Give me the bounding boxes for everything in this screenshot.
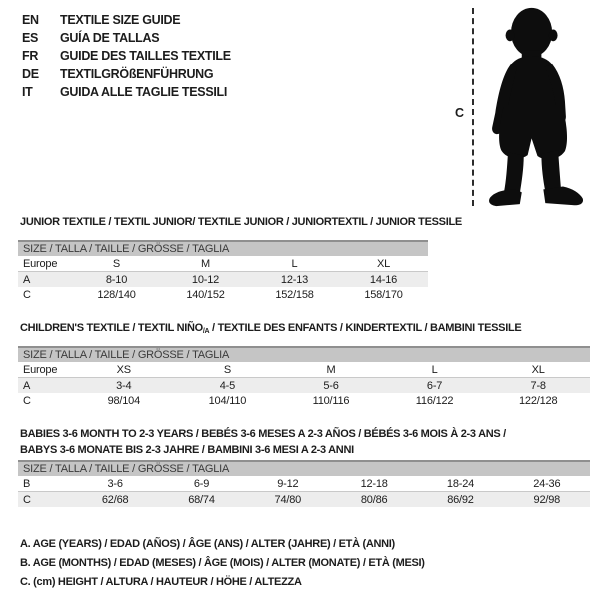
language-list: [22, 11, 231, 101]
junior-table: [18, 256, 428, 302]
row-label: C: [23, 493, 31, 506]
language-code: DE: [22, 67, 39, 81]
table-cell: XS: [116, 363, 131, 376]
children-table: [18, 362, 590, 408]
children-size-table: [18, 346, 590, 408]
table-cell: XL: [531, 363, 545, 376]
children-section-title: [20, 322, 521, 335]
language-code: EN: [22, 13, 39, 27]
language-row: [22, 47, 231, 65]
table-cell: 3-4: [116, 379, 132, 392]
table-cell: M: [201, 257, 210, 270]
table-cell: 104/110: [208, 394, 247, 407]
height-measure-dashed-line: [472, 8, 474, 206]
language-label: TEXTILGRÖßENFÜHRUNG: [60, 67, 214, 81]
table-cell: 86/92: [447, 493, 474, 506]
table-cell: 18-24: [446, 477, 475, 490]
table-cell: 8-10: [105, 273, 128, 286]
table-cell: 6-7: [426, 379, 443, 392]
language-label: GUIDA ALLE TAGLIE TESSILI: [60, 85, 228, 99]
table-row: [18, 378, 590, 394]
table-row: [18, 287, 428, 302]
table-cell: M: [326, 363, 336, 376]
row-label: Europe: [23, 363, 58, 376]
note-age-months: B. AGE (MONTHS) / EDAD (MESES) / ÂGE (MOIS) / ALTER (MONATE) / ETÀ (MESI): [20, 557, 425, 569]
table-cell: 62/68: [101, 493, 129, 506]
table-cell: L: [291, 257, 298, 270]
table-cell: 5-6: [323, 379, 339, 392]
row-label: A: [23, 273, 31, 286]
children-title-pre: CHILDREN'S TEXTILE / TEXTIL NIÑO: [20, 322, 203, 334]
table-row: [18, 256, 428, 272]
table-cell: 10-12: [191, 273, 220, 286]
children-title-subscript: /A: [202, 328, 210, 335]
table-cell: XL: [376, 257, 391, 270]
table-cell: 6-9: [193, 477, 210, 490]
note-age-years: A. AGE (YEARS) / EDAD (AÑOS) / ÂGE (ANS) / ALTER (JAHRE) / ETÀ (ANNI): [20, 538, 395, 550]
junior-size-table: [18, 240, 428, 302]
table-cell: 98/104: [107, 394, 141, 407]
size-header-bar: SIZE / TALLA / TAILLE / GRÖSSE / TAGLIA: [18, 240, 428, 256]
table-cell: 12-18: [360, 477, 388, 490]
junior-section-title: JUNIOR TEXTILE / TEXTIL JUNIOR/ TEXTILE JUNIOR / JUNIORTEXTIL / JUNIOR TESSILE: [20, 216, 462, 228]
row-label: A: [23, 379, 31, 392]
table-row: [18, 272, 428, 288]
table-cell: 128/140: [97, 288, 136, 301]
table-cell: 80/86: [360, 493, 388, 506]
table-cell: 116/122: [415, 394, 454, 407]
size-header-bar: SIZE / TALLA / TAILLE / GRÖSSE / TAGLIA: [18, 346, 590, 362]
table-row: [18, 393, 590, 408]
row-label: Europe: [23, 257, 58, 270]
table-cell: 9-12: [277, 477, 299, 490]
language-label: GUIDE DES TAILLES TEXTILE: [60, 49, 231, 63]
language-row: [22, 83, 231, 101]
table-cell: 110/116: [312, 394, 350, 407]
table-row: [18, 362, 590, 378]
table-cell: 4-5: [219, 379, 236, 392]
babies-table: [18, 476, 590, 507]
language-code: ES: [22, 31, 39, 45]
language-row: [22, 11, 231, 29]
table-cell: 12-13: [280, 273, 309, 286]
size-header-bar: SIZE / TALLA / TAILLE / GRÖSSE / TAGLIA: [18, 460, 590, 476]
table-cell: 3-6: [107, 477, 123, 490]
table-cell: 68/74: [188, 493, 215, 506]
height-measure-label: C: [455, 106, 465, 120]
language-code: FR: [22, 49, 39, 63]
babies-section-title: [20, 428, 506, 456]
children-title-post: / TEXTILE DES ENFANTS / KINDERTEXTIL / BAMBINI TESSILE: [209, 322, 522, 334]
language-label: TEXTILE SIZE GUIDE: [60, 13, 181, 27]
table-row: [18, 476, 590, 492]
row-label: C: [23, 288, 31, 301]
table-cell: 152/158: [275, 288, 314, 301]
table-cell: 7-8: [530, 379, 546, 392]
language-row: [22, 65, 231, 83]
table-cell: L: [431, 363, 438, 376]
table-cell: 158/170: [364, 288, 403, 301]
row-label: C: [23, 394, 31, 407]
language-label: GUÍA DE TALLAS: [60, 31, 160, 45]
babies-title-line1: BABIES 3-6 MONTH TO 2-3 YEARS / BEBÉS 3-6 MESES A 2-3 AÑOS / BÉBÉS 3-6 MOIS À 2-3 ANS /: [20, 428, 506, 440]
legend-notes: [20, 535, 425, 592]
table-cell: 14-16: [369, 273, 398, 286]
table-cell: 24-36: [533, 477, 561, 490]
baby-silhouette-icon: [479, 4, 592, 210]
table-cell: 122/128: [519, 394, 558, 407]
table-cell: S: [112, 257, 121, 270]
table-cell: 74/80: [274, 493, 302, 506]
babies-size-table: [18, 460, 590, 507]
table-cell: 92/98: [533, 493, 561, 506]
table-cell: 140/152: [186, 288, 225, 301]
language-row: [22, 29, 231, 47]
table-row: [18, 492, 590, 508]
row-label: B: [23, 477, 31, 490]
language-code: IT: [22, 85, 33, 99]
babies-title-line2: BABYS 3-6 MONATE BIS 2-3 JAHRE / BAMBINI 3-6 MESI A 2-3 ANNI: [20, 444, 354, 456]
table-cell: S: [223, 363, 231, 376]
note-height-cm: C. (cm) HEIGHT / ALTURA / HAUTEUR / HÖHE / ALTEZZA: [20, 576, 302, 588]
